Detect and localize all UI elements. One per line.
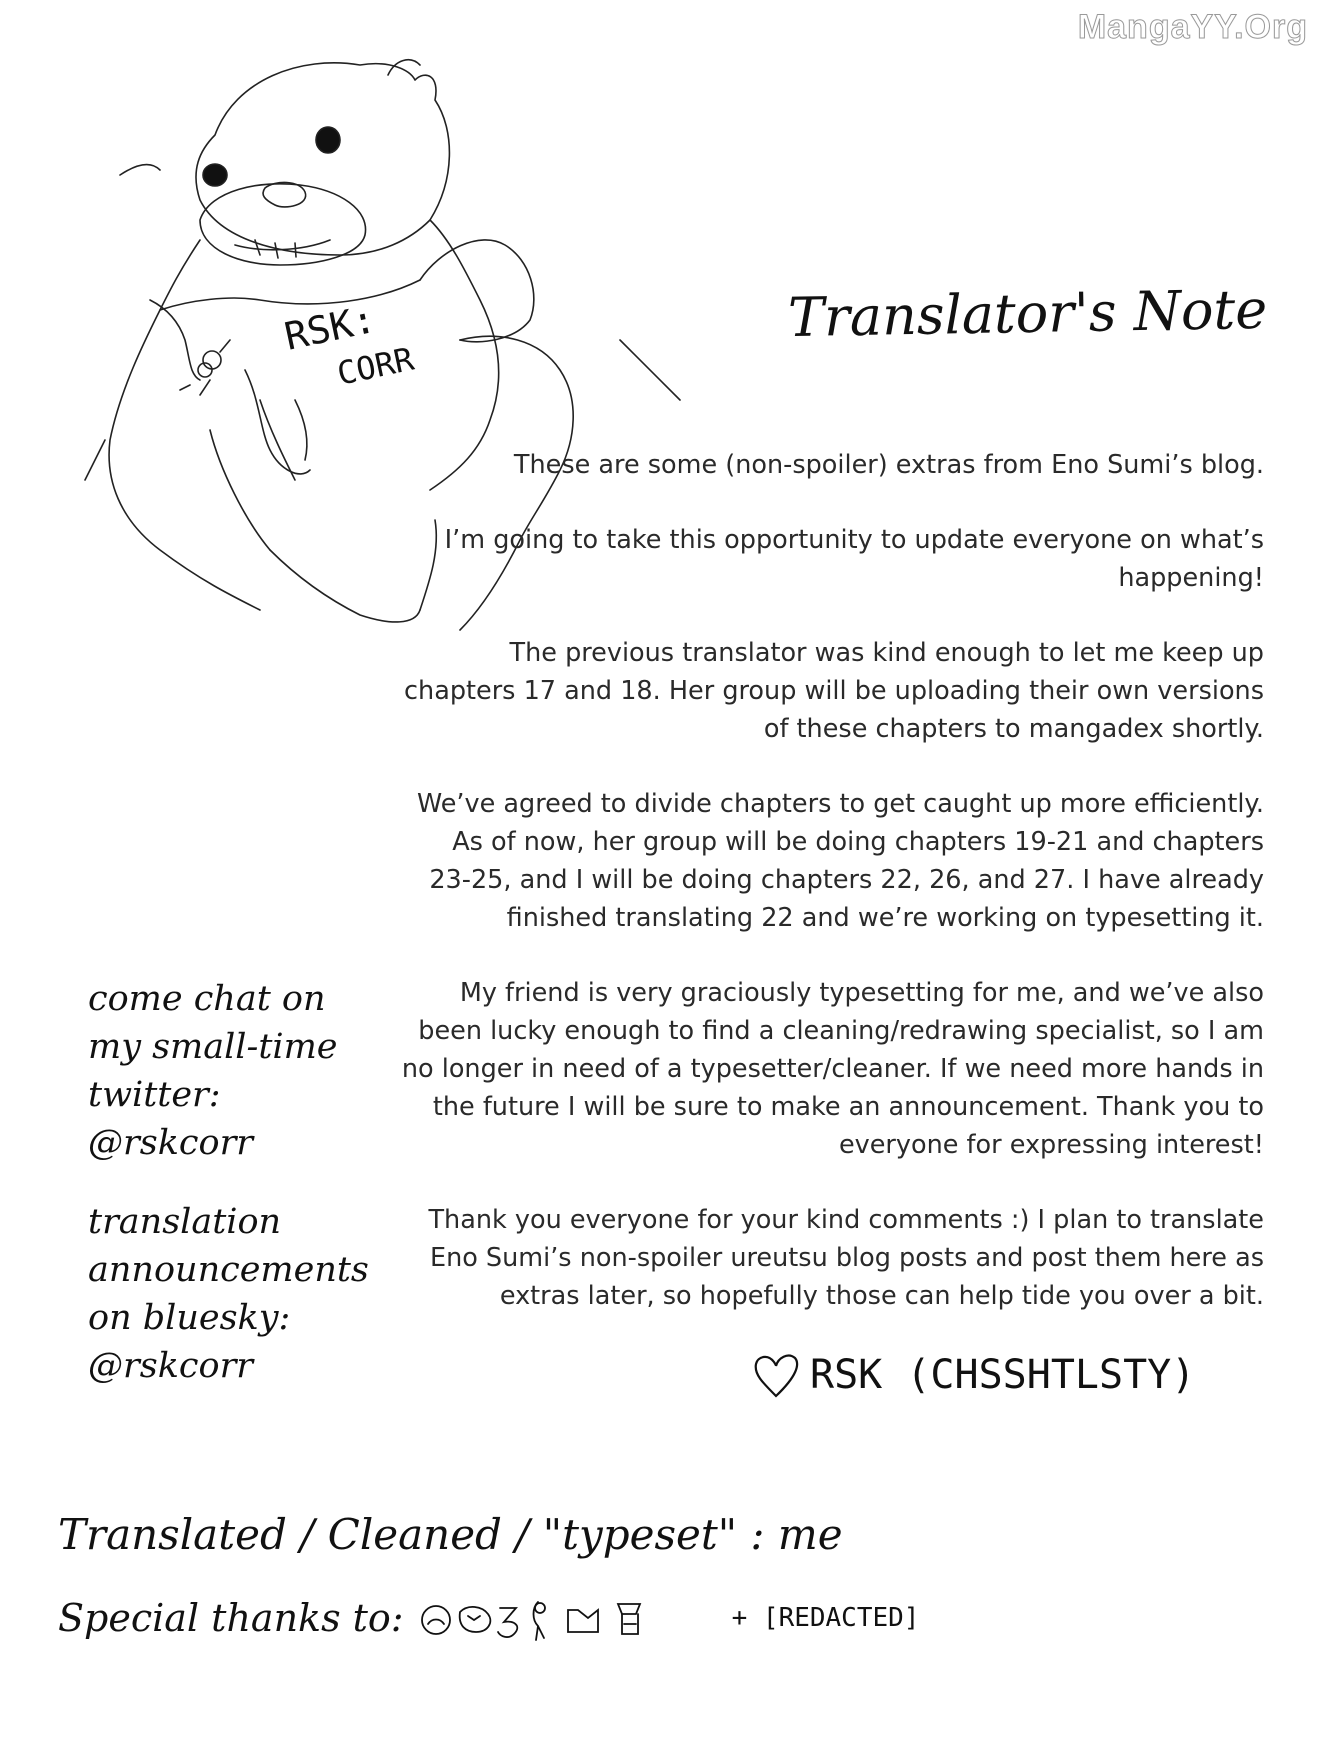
bluesky-note: translation announcements on bluesky: @rskcorr bbox=[88, 1202, 369, 1386]
credits-line: Translated / Cleaned / "typeset" : me bbox=[58, 1510, 843, 1559]
twitter-note: come chat on my small-time twitter: @rskcorr bbox=[88, 979, 338, 1163]
heart-icon bbox=[752, 1350, 800, 1400]
note-paragraph: We’ve agreed to divide chapters to get caught up more efficiently. As of now, her group will be doing chapters 19-21 and chapters 23-25, and I will be doing chapters 22, 26, and 27. I have already finished translating 22 and we’re working on typesetting it. bbox=[417, 789, 1264, 933]
redacted-credit: + [REDACTED] bbox=[731, 1603, 920, 1633]
note-paragraph: These are some (non-spoiler) extras from Eno Sumi’s blog. bbox=[513, 450, 1264, 480]
svg-text:CORR: CORR bbox=[333, 339, 418, 393]
note-paragraph: My friend is very graciously typesetting for me, and we’ve also been lucky enough to find a cleaning/redrawing specialist, so I am no longer in need of a typesetter/cleaner. If we need more hands in the future I will be sure to make an announcement. Thank you to everyone for expressing interest! bbox=[401, 978, 1264, 1160]
watermark: MangaYY.Org bbox=[1077, 8, 1308, 46]
note-paragraph: Thank you everyone for your kind comments :) I plan to translate Eno Sumi’s non-spoiler ureutsu blog posts and post them here as extras later, so hopefully those can help tide you over a bit. bbox=[428, 1205, 1264, 1311]
doodle-icons bbox=[418, 1590, 718, 1646]
note-paragraph: I’m going to take this opportunity to update everyone on what’s happening! bbox=[444, 525, 1264, 593]
signature-text: RSK (CHSSHTLSTY) bbox=[810, 1352, 1196, 1398]
note-body bbox=[364, 446, 1264, 1352]
special-thanks-line bbox=[58, 1590, 958, 1646]
signature bbox=[752, 1350, 1195, 1400]
note-paragraph: The previous translator was kind enough to let me keep up chapters 17 and 18. Her group will be uploading their own versions of these chapters to mangadex shortly. bbox=[404, 638, 1264, 744]
svg-text:RSK:: RSK: bbox=[280, 296, 380, 359]
special-thanks-label: Special thanks to: bbox=[58, 1596, 404, 1640]
note-title: Translator's Note bbox=[787, 277, 1268, 350]
